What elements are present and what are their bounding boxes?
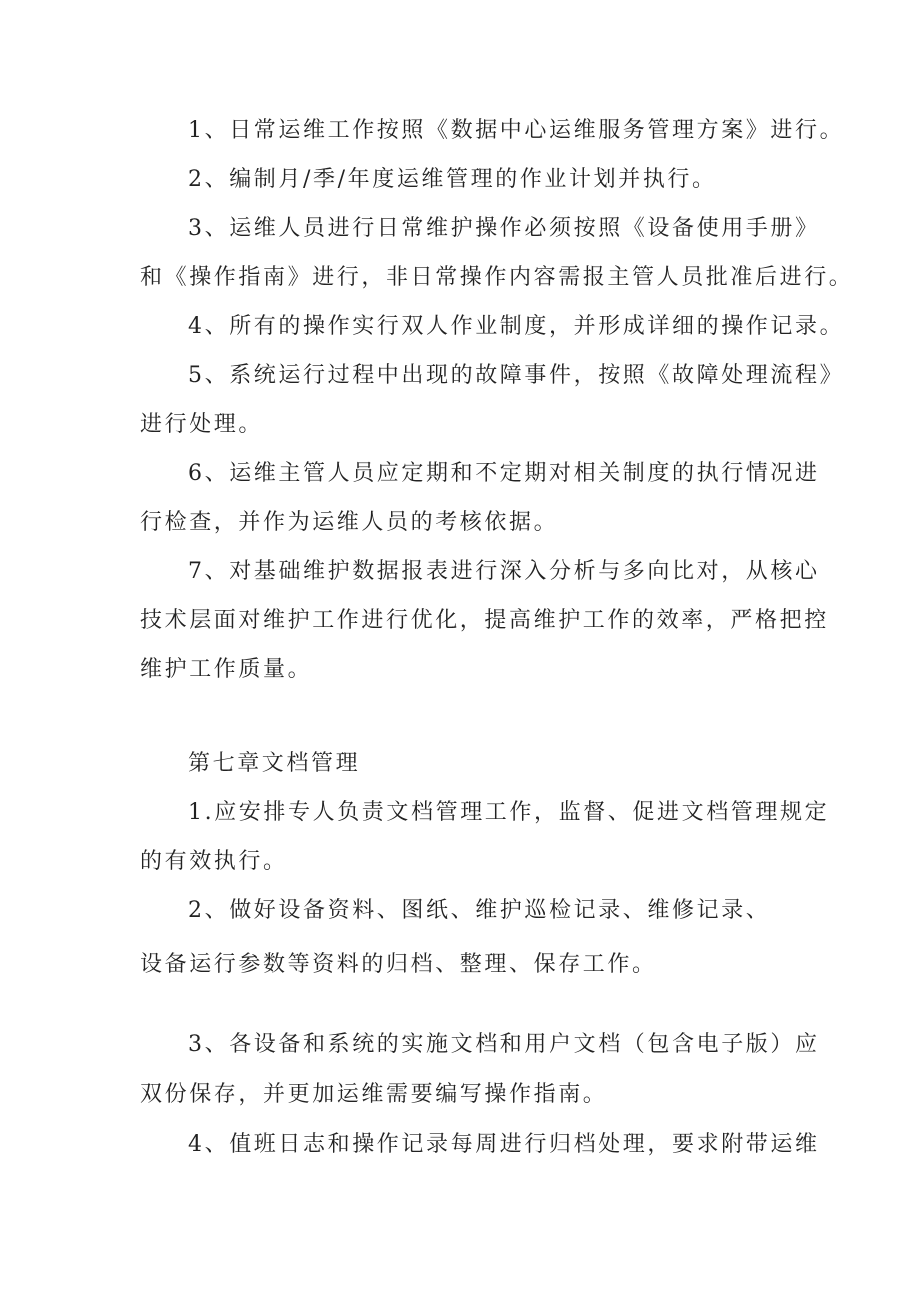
- chapter-heading: 第七章文档管理: [188, 751, 361, 776]
- text-line: 2、编制月/季/年度运维管理的作业计划并执行。: [188, 167, 717, 192]
- text-line: 3、各设备和系统的实施文档和用户文档（包含电子版）应: [188, 1032, 820, 1057]
- text-line: 技术层面对维护工作进行优化，提高维护工作的效率，严格把控: [140, 608, 829, 633]
- text-line: 1、日常运维工作按照《数据中心运维服务管理方案》进行。: [188, 118, 845, 143]
- text-line: 5、系统运行过程中出现的故障事件，按照《故障处理流程》: [188, 363, 845, 388]
- text-line: 6、运维主管人员应定期和不定期对相关制度的执行情况进: [188, 461, 820, 486]
- text-line: 进行处理。: [140, 412, 264, 437]
- text-line: 的有效执行。: [140, 849, 288, 874]
- text-line: 3、运维人员进行日常维护操作必须按照《设备使用手册》: [188, 216, 820, 241]
- text-line: 4、值班日志和操作记录每周进行归档处理，要求附带运维: [188, 1132, 820, 1157]
- text-line: 2、做好设备资料、图纸、维护巡检记录、维修记录、: [188, 898, 771, 923]
- text-line: 7、对基础维护数据报表进行深入分析与多向比对，从核心: [188, 559, 820, 584]
- text-line: 维护工作质量。: [140, 657, 313, 682]
- text-line: 行检查，并作为运维人员的考核依据。: [140, 510, 559, 535]
- text-line: 双份保存，并更加运维需要编写操作指南。: [140, 1082, 608, 1107]
- text-line: 4、所有的操作实行双人作业制度，并形成详细的操作记录。: [188, 314, 845, 339]
- text-line: 设备运行参数等资料的归档、整理、保存工作。: [140, 952, 657, 977]
- text-line: 1.应安排专人负责文档管理工作，监督、促进文档管理规定: [188, 800, 830, 825]
- text-line: 和《操作指南》进行，非日常操作内容需报主管人员批准后进行。: [140, 265, 854, 290]
